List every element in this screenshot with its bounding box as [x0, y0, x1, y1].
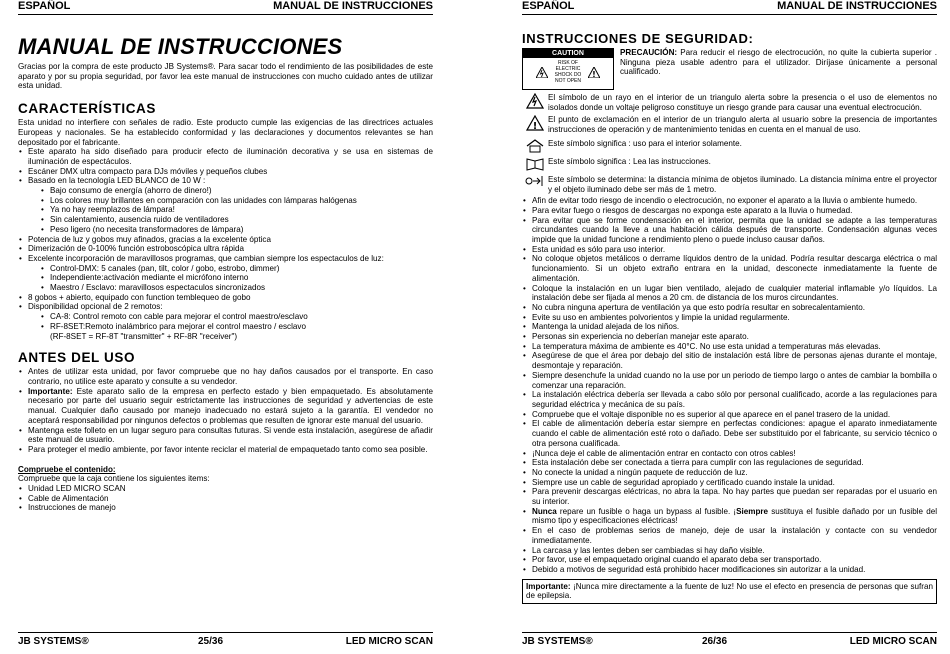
header-title: MANUAL DE INSTRUCCIONES [777, 0, 937, 12]
safety-item [522, 507, 937, 526]
item-text: En el caso de problemas serios de manejo, deje de usar la instalación y contacte con su vendedor inmediatamente. [532, 526, 937, 545]
feature-item: • Los colores muy brillantes en comparación con las unidades con lámparas halógenas [18, 196, 433, 206]
safety-item [522, 410, 937, 420]
safety-item [522, 458, 937, 468]
item-text: La instalación eléctrica debería ser llevada a cabo sólo por personal cualificado, acorde a las regulaciones para seguridad eléctrica y mecánica de su país. [532, 390, 937, 409]
feature-item: • Disponibilidad opcional de 2 remotos: [18, 302, 433, 312]
safety-item [522, 390, 937, 409]
safety-item [522, 478, 937, 488]
safety-item [522, 313, 937, 323]
item-text: La temperatura máxima de ambiente es 40°C. No use esta unidad a temperaturas más elevadas. [532, 341, 881, 351]
feature-item: • Bajo consumo de energía (ahorro de dinero!) [18, 186, 433, 196]
check-contents-list [18, 484, 433, 513]
caution-label-icon: CAUTION RISK OF ELECTRIC SHOCK DO NOT OPEN ! [522, 48, 614, 90]
lightning-triangle-icon [526, 93, 544, 109]
left-page [18, 0, 433, 654]
distance-symbol-row: Este símbolo se determina: la distancia mínima de objetos iluminado. La distancia mínima entre el proyector y el objeto iluminado debe ser más de 1 metro. [522, 175, 937, 194]
item-text: Mantenga este folleto en un lugar seguro para consultas futuras. Si vende esta instalación, asegúrese de añadir este manual de usuario. [28, 425, 433, 445]
feature-item: • CA-8: Control remoto con cable para mejorar el control maestro/esclavo [18, 312, 433, 322]
safety-heading: INSTRUCCIONES DE SEGURIDAD: [522, 31, 754, 46]
safety-item [522, 245, 937, 255]
footer-page-number: 26/36 [702, 636, 728, 647]
before-use-item [18, 445, 433, 455]
feature-item: • Ya no hay reemplazos de lámpara! [18, 205, 433, 215]
item-text: Mantenga la unidad alejada de los niños. [532, 322, 680, 332]
feature-item: • Excelente incorporación de maravillosos programas, que cambian siempre los espectaculos de luz: [18, 254, 433, 264]
main-title: MANUAL DE INSTRUCCIONES [18, 34, 343, 59]
item-text: No cubra ninguna apertura de ventilación ya que esto podría resultar en sobrecalentamiento. [532, 302, 865, 312]
item-bold-lead: Nunca [532, 506, 557, 516]
page-header [522, 0, 937, 15]
safety-item [522, 351, 937, 370]
safety-item [522, 449, 937, 459]
svg-text:!: ! [532, 121, 538, 132]
feature-item: • Peso ligero (no necesita transformadores de lámpara) [18, 225, 433, 235]
before-use-item [18, 367, 433, 386]
safety-item [522, 371, 937, 390]
item-text: Debido a motivos de seguridad está prohibido hacer modificaciones sin autorizar a la unidad. [532, 564, 866, 574]
item-text: El cable de alimentación debería estar siempre en perfectas condiciones: apague el aparato inmediatamente cuando el cable de alimentación esté roto o dañado. Debe ser substituido por el fabricante, su servicio técnico o otra persona cualificada. [532, 419, 937, 448]
exclamation-symbol-row: ! El punto de exclamación en el interior de un triangulo alerta al usuario sobre la presencia de importantes instrucciones de operación y de mantenimiento tenidas en cuenta en el manual de uso. [522, 115, 937, 134]
item-text: Siempre desenchufe la unidad cuando no la use por un periodo de tiempo largo o antes de cambiar la bombilla o comenzar una reparación. [532, 370, 937, 390]
safety-item [522, 254, 937, 283]
feature-item: • Basado en la tecnología LED BLANCO de 10 W : [18, 176, 433, 186]
safety-item [522, 526, 937, 545]
item-bold-mid: Siempre [736, 506, 769, 516]
item-text: Siempre use un cable de seguridad apropiado y certificado cuando instale la unidad. [532, 477, 835, 487]
safety-item [522, 487, 937, 506]
footer-product: LED MICRO SCAN [345, 636, 433, 647]
safety-item [522, 303, 937, 313]
item-text: repare un fusible o haga un bypass al fusible. ¡ [556, 506, 737, 516]
item-text: Esta instalación debe ser conectada a tierra para cumplir con las regulaciones de seguridad. [532, 458, 864, 468]
header-language: ESPAÑOL [18, 0, 71, 12]
item-text: Para proteger el medio ambiente, por favor intente reciclar el material de empaquetado tanto como sea posible. [28, 444, 428, 454]
contents-item: • Unidad LED MICRO SCAN [18, 484, 433, 494]
feature-item: • Potencia de luz y gobos muy afinados, gracias a la excelente óptica [18, 235, 433, 245]
page-footer [522, 632, 937, 647]
item-text: Afin de evitar todo riesgo de incendio o electrocución, no exponer el aparato a la lluvia o ambiente humedo. [532, 196, 918, 206]
svg-text:!: ! [592, 69, 596, 78]
feature-item: • 8 gobos + abierto, equipado con function temblequeo de gobo [18, 293, 433, 303]
right-page [522, 0, 937, 654]
item-text: Asegúrese de que el área por debajo del sitio de instalación está libre de personas ajenas durante el montaje, desmontaje y reparación. [532, 351, 937, 371]
feature-item: • Escáner DMX ultra compacto para DJs móviles y pequeños clubes [18, 167, 433, 177]
features-list [18, 147, 433, 341]
safety-item [522, 419, 937, 448]
footer-brand: JB SYSTEMS® [522, 636, 593, 647]
item-text: La carcasa y las lentes deben ser cambiadas si hay daño visible. [532, 545, 765, 555]
safety-item [522, 342, 937, 352]
item-text: Esta unidad es sólo para uso interior. [532, 244, 666, 254]
check-contents-title: Compruebe el contenido: [18, 464, 116, 474]
intro-paragraph: Gracias por la compra de este producto JB Systems®. Para sacar todo el rendimiento de las posibilidades de este aparato y por su propia seguridad, por favor lea este manual de instrucciones con mucho cuidado antes de utilizar esta unidad. [18, 62, 433, 91]
item-text: Para prevenir descargas eléctricas, no abra la tapa. No hay partes que puedan ser reparadas por el usuario en su interior. [532, 487, 937, 507]
item-text: Para evitar que se forme condensación en el interior, permita que la unidad se adapte a las temperaturas circundantes cuando la lleve a una habitación cálida después de transporte. Condensación algunas veces impide que la unidad funcione a rendimiento pleno o puede incluso causar daños. [532, 215, 937, 245]
safety-item [522, 206, 937, 216]
before-use-item [18, 426, 433, 445]
precaution-text: PRECAUCIÓN: Para reducir el riesgo de electrocución, no quite la cubierta superior . Ninguna pieza usable adentro para el utilizador. Diríjase únicamente a personal cualificado. [620, 48, 937, 77]
page-footer [18, 632, 433, 647]
contents-item: • Instrucciones de manejo [18, 503, 433, 513]
safety-item [522, 565, 937, 575]
header-title: MANUAL DE INSTRUCCIONES [273, 0, 433, 12]
safety-item [522, 284, 937, 303]
page-header [18, 0, 433, 15]
item-text: No conecte la unidad a ningún paquete de reducción de luz. [532, 467, 748, 477]
features-heading: CARACTERÍSTICAS [18, 101, 157, 117]
contents-item: • Cable de Alimentación [18, 494, 433, 504]
before-use-list [18, 367, 433, 454]
before-use-item [18, 387, 433, 426]
feature-item: • Maestro / Esclavo: maravillosos espectaculos sincronizados [18, 283, 433, 293]
check-contents-text: Compruebe que la caja contiene los siguientes items: [18, 474, 210, 484]
safety-item [522, 196, 937, 206]
item-bold-lead: Importante: [28, 386, 73, 396]
safety-item [522, 322, 937, 332]
indoor-house-icon [526, 139, 544, 153]
feature-item: • Control-DMX: 5 canales (pan, tilt, color / gobo, estrobo, dimmer) [18, 264, 433, 274]
item-text: Evite su uso en ambientes polvorientos y limpie la unidad regularmente. [532, 312, 790, 322]
feature-item: • Dimerización de 0-100% función estroboscópica ultra rápida [18, 244, 433, 254]
feature-item: • RF-8SET:Remoto inalámbrico para mejorar el control maestro / esclavo [18, 322, 433, 332]
item-text: Este aparato salio de la empresa en perfecto estado y bien empaquetado. Es absolutamente necesario por parte del usuario seguir estrictamente las instrucciones de seguridad y advertencias de este manual. Cualquier daño causado por manejo inadecuado no estará sujeto a la garantía. El vendedor no aceptará responsabilidad por ningunos defectos o problemas que resulten de ignorar este manual del usuario. [28, 386, 433, 425]
item-text: Antes de utilizar esta unidad, por favor compruebe que no hay daños causados por el transporte. En caso contrario, no utilice este aparato y consulte a su vendedor. [28, 367, 433, 386]
feature-item: • Independiente:activación mediante el micrófono interno [18, 273, 433, 283]
safety-item [522, 468, 937, 478]
safety-item [522, 332, 937, 342]
footer-page-number: 25/36 [198, 636, 224, 647]
footer-brand: JB SYSTEMS® [18, 636, 89, 647]
lightning-symbol-row: El símbolo de un rayo en el interior de un triangulo alerta sobre la presencia o el uso de elementos no isolados donde un voltaje peligroso constituye un riesgo grande para causar una eventual electrocución. [522, 93, 937, 112]
feature-item: • Sin calentamiento, ausencia ruido de ventiladores [18, 215, 433, 225]
exclamation-triangle-icon [526, 115, 544, 131]
feature-item: • Este aparato ha sido diseñado para producir efecto de iluminación decorativa y se usa en sistemas de iluminación de espectáculos. [18, 147, 433, 166]
item-text-cont: sustituya el fusible dañado por un fusible del mismo tipo y especificaciones eléctricas! [532, 506, 937, 526]
safety-list [522, 196, 937, 574]
feature-item: (RF-8SET = RF-8T "transmitter" + RF-8R "receiver") [50, 331, 238, 341]
safety-item [522, 555, 937, 565]
item-text: Personas sin experiencia no deberían manejar este aparato. [532, 332, 749, 342]
header-language: ESPAÑOL [522, 0, 575, 12]
important-warning-box: Importante: ¡Nunca mire directamente a la fuente de luz! No use el efecto en presencia de personas que sufran de epilepsia. [522, 579, 937, 604]
safety-item [522, 216, 937, 245]
item-text: ¡Nunca deje el cable de alimentación entrar en contacto con otros cables! [532, 448, 796, 458]
book-icon [526, 157, 544, 171]
safety-item [522, 546, 937, 556]
item-text: Por favor, use el empaquetado original cuando el aparato deba ser transportado. [532, 555, 822, 565]
caution-block [522, 48, 937, 90]
footer-product: LED MICRO SCAN [849, 636, 937, 647]
item-text: Coloque la instalación en un lugar bien ventilado, alejado de cualquier material inflamable y/o líquidos. La instalación debe ser fijada al menos a 20 cm. de distancia de los muros circundantes. [532, 283, 937, 303]
min-distance-icon [525, 175, 545, 187]
read-manual-symbol-row: Este símbolo significa : Lea las instrucciones. [522, 157, 937, 171]
item-text: No coloque objetos metálicos o derrame líquidos dentro de la unidad. Podría resultar descarga eléctrica o mal funcionamiento. Si un objeto extraño entrara en la unidad, desconecte inmediatamente la fuente de alimentación. [532, 254, 937, 283]
before-use-heading: ANTES DEL USO [18, 350, 136, 366]
item-text: Compruebe que el voltaje disponible no es superior al que aparece en el panel trasero de la unidad. [532, 409, 891, 419]
indoor-symbol-row: Este símbolo significa : uso para el interior solamente. [522, 139, 937, 153]
features-text: Esta unidad no interfiere con señales de radio. Este producto cumple las exigencias de las directrices actuales Europeas y nacionales. Se ha establecido conformidad y las declaraciones y documentos relevantes se han depositado por el fabricante. [18, 118, 433, 147]
item-text: Para evitar fuego o riesgos de descargas no exponga este aparato a la lluvia o humedad. [532, 205, 853, 215]
